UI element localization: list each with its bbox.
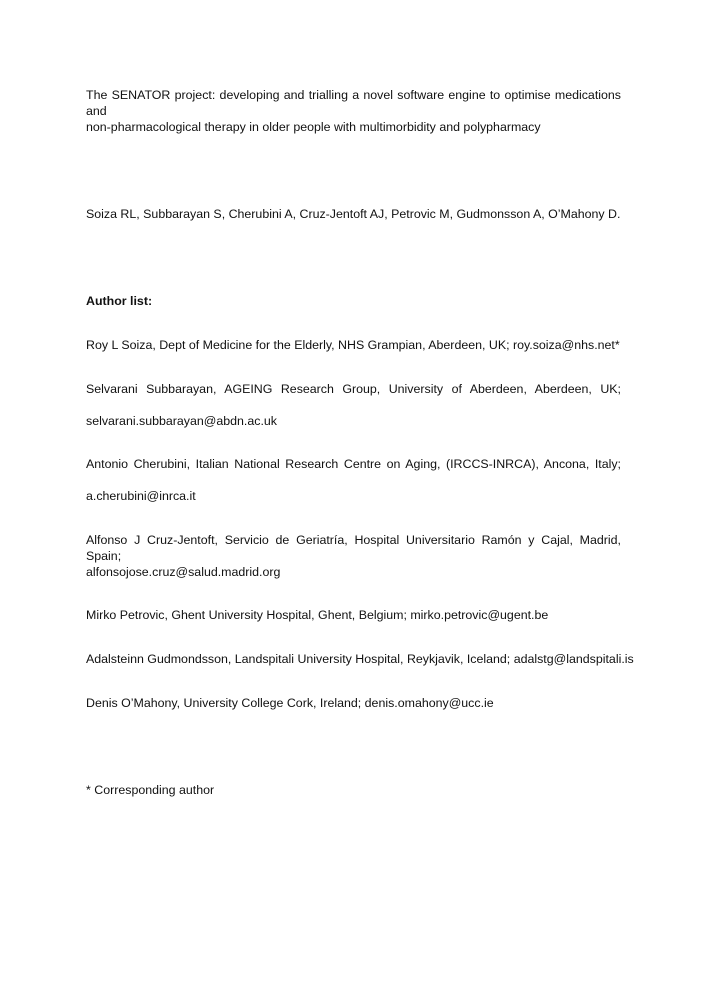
title-line-1: The SENATOR project: developing and trialling a novel software engine to optimise medications and xyxy=(86,88,621,118)
author-list-heading: Author list: xyxy=(86,294,153,308)
author-2-email: selvarani.subbarayan@abdn.ac.uk xyxy=(86,414,277,428)
author-3-email: a.cherubini@inrca.it xyxy=(86,489,196,503)
title-line-2: non-pharmacological therapy in older people with multimorbidity and polypharmacy xyxy=(86,120,541,134)
author-5-line-1: Mirko Petrovic, Ghent University Hospital, Ghent, Belgium; mirko.petrovic@ugent.be xyxy=(86,608,549,622)
byline: Soiza RL, Subbarayan S, Cherubini A, Cruz-Jentoft AJ, Petrovic M, Gudmonsson A, O’Mahony D. xyxy=(86,207,621,221)
author-2-line-1: Selvarani Subbarayan, AGEING Research Group, University of Aberdeen, Aberdeen, UK; xyxy=(86,382,621,396)
author-4-email: alfonsojose.cruz@salud.madrid.org xyxy=(86,565,281,579)
corresponding-author-footnote: * Corresponding author xyxy=(86,783,215,797)
author-4-line-1: Alfonso J Cruz-Jentoft, Servicio de Geriatría, Hospital Universitario Ramón y Cajal, Madrid, Spain; xyxy=(86,533,621,563)
author-7-line-1: Denis O’Mahony, University College Cork, Ireland; denis.omahony@ucc.ie xyxy=(86,696,494,710)
author-1-line-1: Roy L Soiza, Dept of Medicine for the Elderly, NHS Grampian, Aberdeen, UK; roy.soiza@nhs.net* xyxy=(86,338,620,352)
author-3-line-1: Antonio Cherubini, Italian National Research Centre on Aging, (IRCCS-INRCA), Ancona, Italy; xyxy=(86,457,621,471)
author-6-line-1: Adalsteinn Gudmondsson, Landspitali University Hospital, Reykjavik, Iceland; adalstg@landspitali.is xyxy=(86,652,634,666)
